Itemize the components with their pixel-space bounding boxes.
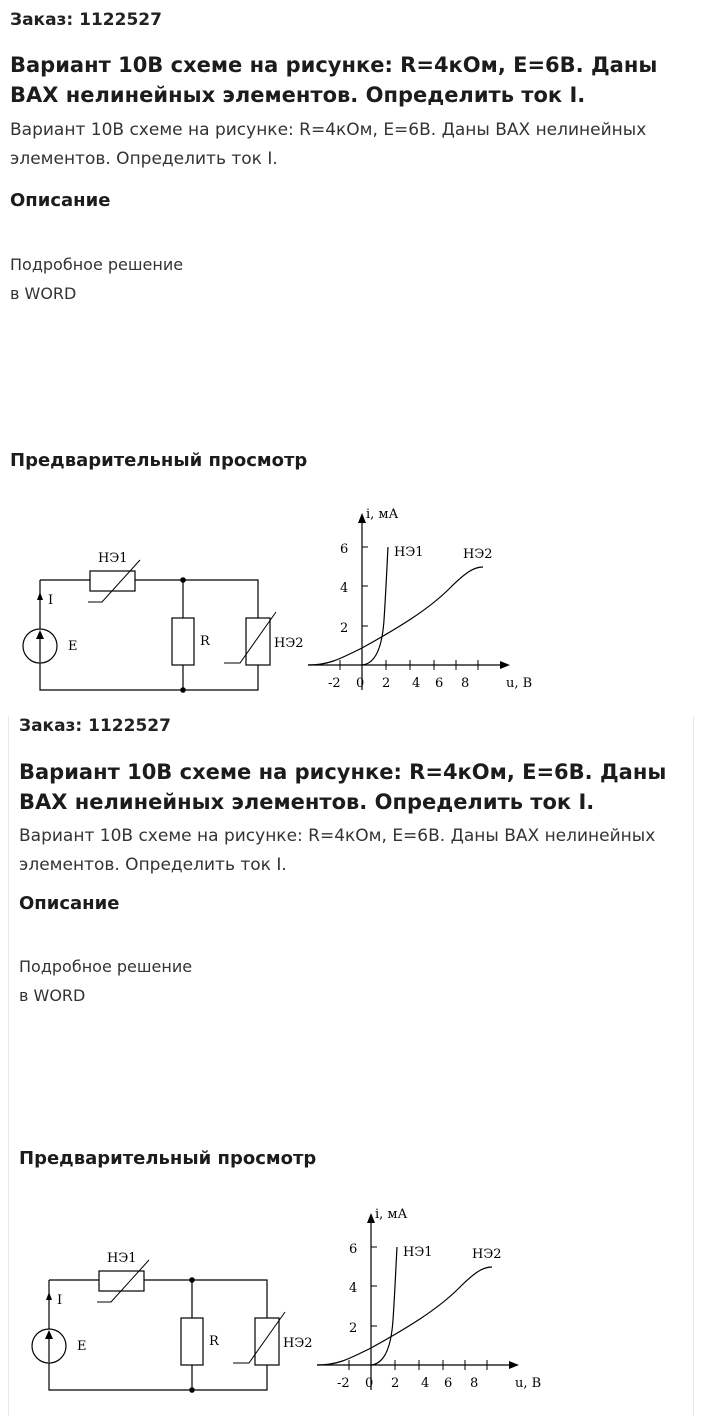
page-title: Вариант 10В схеме на рисунке: R=4кОм, E=6В. Даны ВАХ нелинейных элементов. Определить ток I. bbox=[10, 53, 658, 107]
page-title: Вариант 10В схеме на рисунке: R=4кОм, E=6В. Даны ВАХ нелинейных элементов. Определить ток I. bbox=[19, 760, 667, 814]
preview-heading: Предварительный просмотр bbox=[19, 1148, 317, 1169]
x-tick-4: 4 bbox=[421, 1376, 430, 1391]
x-tick-8: 8 bbox=[461, 676, 470, 691]
lead-text: Вариант 10В схеме на рисунке: R=4кОм, E=6В. Даны ВАХ нелинейных элементов. Определить ток I. bbox=[10, 120, 647, 169]
y-tick-4: 4 bbox=[340, 581, 349, 596]
current-arrow-icon bbox=[46, 1292, 52, 1300]
iv-graph bbox=[317, 1207, 541, 1391]
y-axis-arrow-icon bbox=[367, 1213, 375, 1223]
description-text bbox=[19, 952, 192, 1010]
order-card-duplicate bbox=[8, 716, 694, 1416]
x-tick-6: 6 bbox=[435, 676, 444, 691]
description-line-1: Подробное решение bbox=[10, 255, 184, 274]
ne1-element bbox=[99, 1271, 144, 1291]
ne1-curve bbox=[362, 547, 388, 665]
order-number: Заказ: 1122527 bbox=[19, 716, 171, 736]
x-tick-minus2: -2 bbox=[328, 676, 341, 691]
circuit-diagram bbox=[23, 551, 304, 693]
y-tick-6: 6 bbox=[349, 1242, 358, 1257]
x-axis-label: u, В bbox=[506, 676, 533, 691]
order-number: Заказ: 1122527 bbox=[10, 10, 162, 30]
ne1-label: НЭ1 bbox=[107, 1251, 137, 1266]
y-axis-label: i, мА bbox=[366, 507, 399, 522]
source-label: E bbox=[77, 1339, 87, 1354]
ne2-label-circuit: НЭ2 bbox=[283, 1336, 313, 1351]
ne1-curve-label: НЭ1 bbox=[394, 545, 424, 560]
preview-figure bbox=[27, 1200, 547, 1400]
lead-text: Вариант 10В схеме на рисунке: R=4кОм, E=6В. Даны ВАХ нелинейных элементов. Определить ток I. bbox=[19, 826, 656, 875]
source-label: E bbox=[68, 639, 78, 654]
preview-figure bbox=[18, 500, 538, 700]
ne2-curve-label: НЭ2 bbox=[472, 1247, 502, 1262]
ne2-curve bbox=[308, 567, 483, 665]
description-line-2: в WORD bbox=[19, 986, 86, 1005]
description-heading: Описание bbox=[10, 190, 111, 211]
iv-graph bbox=[308, 507, 532, 691]
x-tick-2: 2 bbox=[382, 676, 391, 691]
y-tick-2: 2 bbox=[340, 621, 349, 636]
ne2-label-circuit: НЭ2 bbox=[274, 636, 304, 651]
current-arrow-icon bbox=[37, 592, 43, 600]
y-tick-2: 2 bbox=[349, 1321, 358, 1336]
x-tick-0: 0 bbox=[356, 676, 365, 691]
ne1-element bbox=[90, 571, 135, 591]
y-axis-arrow-icon bbox=[358, 513, 366, 523]
ne1-curve-label: НЭ1 bbox=[403, 1245, 433, 1260]
description-line-1: Подробное решение bbox=[19, 957, 193, 976]
resistor-r bbox=[181, 1318, 203, 1365]
x-tick-2: 2 bbox=[391, 1376, 400, 1391]
preview-heading: Предварительный просмотр bbox=[10, 450, 308, 471]
x-axis-label: u, В bbox=[515, 1376, 542, 1391]
x-tick-6: 6 bbox=[444, 1376, 453, 1391]
description-heading: Описание bbox=[19, 893, 120, 914]
y-tick-4: 4 bbox=[349, 1281, 358, 1296]
ne2-curve-label: НЭ2 bbox=[463, 547, 493, 562]
description-line-2: в WORD bbox=[10, 284, 77, 303]
current-label: I bbox=[48, 593, 54, 608]
x-axis-arrow-icon bbox=[500, 661, 510, 669]
y-axis-label: i, мА bbox=[375, 1207, 408, 1222]
y-tick-6: 6 bbox=[340, 542, 349, 557]
ne1-curve bbox=[371, 1247, 397, 1365]
resistor-r bbox=[172, 618, 194, 665]
x-axis-arrow-icon bbox=[509, 1361, 519, 1369]
x-tick-4: 4 bbox=[412, 676, 421, 691]
ne2-curve bbox=[317, 1267, 492, 1365]
current-label: I bbox=[57, 1293, 63, 1308]
x-tick-minus2: -2 bbox=[337, 1376, 350, 1391]
resistor-label: R bbox=[200, 634, 210, 649]
resistor-label: R bbox=[209, 1334, 219, 1349]
x-tick-0: 0 bbox=[365, 1376, 374, 1391]
description-text bbox=[10, 250, 183, 308]
ne1-label: НЭ1 bbox=[98, 551, 128, 566]
x-tick-8: 8 bbox=[470, 1376, 479, 1391]
circuit-diagram bbox=[32, 1251, 313, 1393]
